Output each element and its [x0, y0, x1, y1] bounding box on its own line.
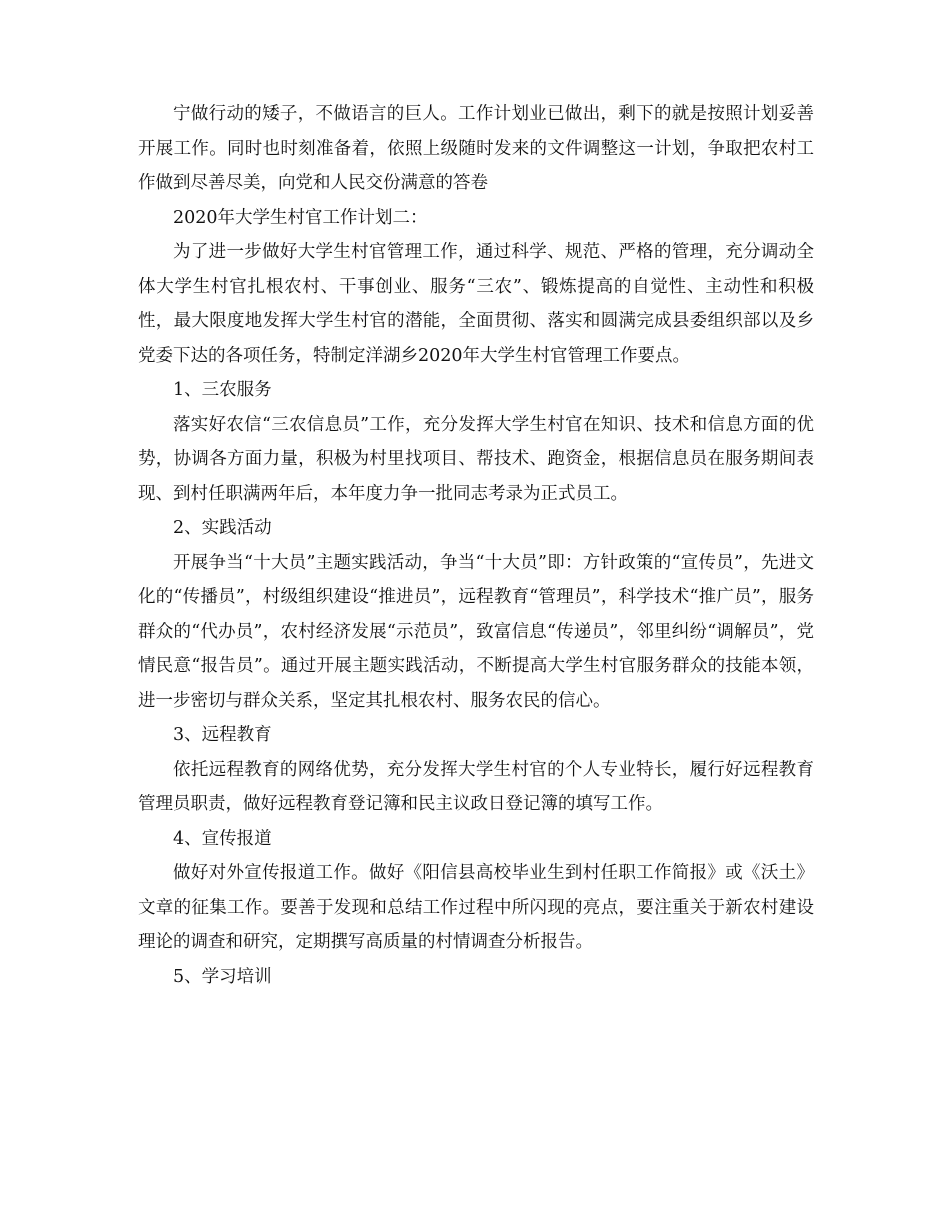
document-page — [138, 97, 814, 994]
heading-training: 5、学习培训 — [173, 966, 272, 987]
paragraph-remote-education: 依托远程教育的网络优势，充分发挥大学生村官的个人专业特长，履行好远程教育管理员职责，做好远程教育登记簿和民主议政日登记簿的填写工作。 — [138, 759, 814, 814]
paragraph-publicity: 做好对外宣传报道工作。做好《阳信县高校毕业生到村任职工作简报》或《沃土》文章的征集工作。要善于发现和总结工作过程中所闪现的亮点，要注重关于新农村建设理论的调查和研究，定期撰写高质量的村情调查分析报告。 — [138, 863, 814, 952]
paragraph-purpose: 为了进一步做好大学生村官管理工作，通过科学、规范、严格的管理，充分调动全体大学生村官扎根农村、干事创业、服务“三农”、锻炼提高的自觉性、主动性和积极性，最大限度地发挥大学生村官的潜能，全面贯彻、落实和圆满完成县委组织部以及乡党委下达的各项任务，特制定洋湖乡2020年大学生村官管理工作要点。 — [138, 242, 814, 366]
paragraph-intro: 宁做行动的矮子，不做语言的巨人。工作计划业已做出，剩下的就是按照计划妥善开展工作。同时也时刻准备着，依照上级随时发来的文件调整这一计划，争取把农村工作做到尽善尽美，向党和人民交份满意的答卷 — [138, 104, 814, 193]
heading-publicity: 4、宣传报道 — [173, 828, 272, 849]
heading-remote-education: 3、远程教育 — [173, 725, 272, 745]
paragraph-sannong-service: 落实好农信“三农信息员”工作，充分发挥大学生村官在知识、技术和信息方面的优势，协调各方面力量，积极为村里找项目、帮技术、跑资金，根据信息员在服务期间表现、到村任职满两年后，本年度力争一批同志考录为正式员工。 — [138, 414, 814, 504]
heading-practice-activities: 2、实践活动 — [173, 518, 272, 538]
paragraph-practice-activities: 开展争当“十大员”主题实践活动，争当“十大员”即：方针政策的“宣传员”，先进文化的“传播员”，村级组织建设“推进员”，远程教育“管理员”，科学技术“推广员”，服务群众的“代办员”，农村经济发展“示范员”，致富信息“传递员”，邻里纠纷“调解员”，党情民意“报告员”。通过开展主题实践活动，不断提高大学生村官服务群众的技能本领，进一步密切与群众关系，坚定其扎根农村、服务农民的信心。 — [138, 552, 814, 711]
heading-sannong-service: 1、三农服务 — [173, 380, 272, 400]
section-title-plan-two: 2020年大学生村官工作计划二： — [173, 207, 428, 228]
